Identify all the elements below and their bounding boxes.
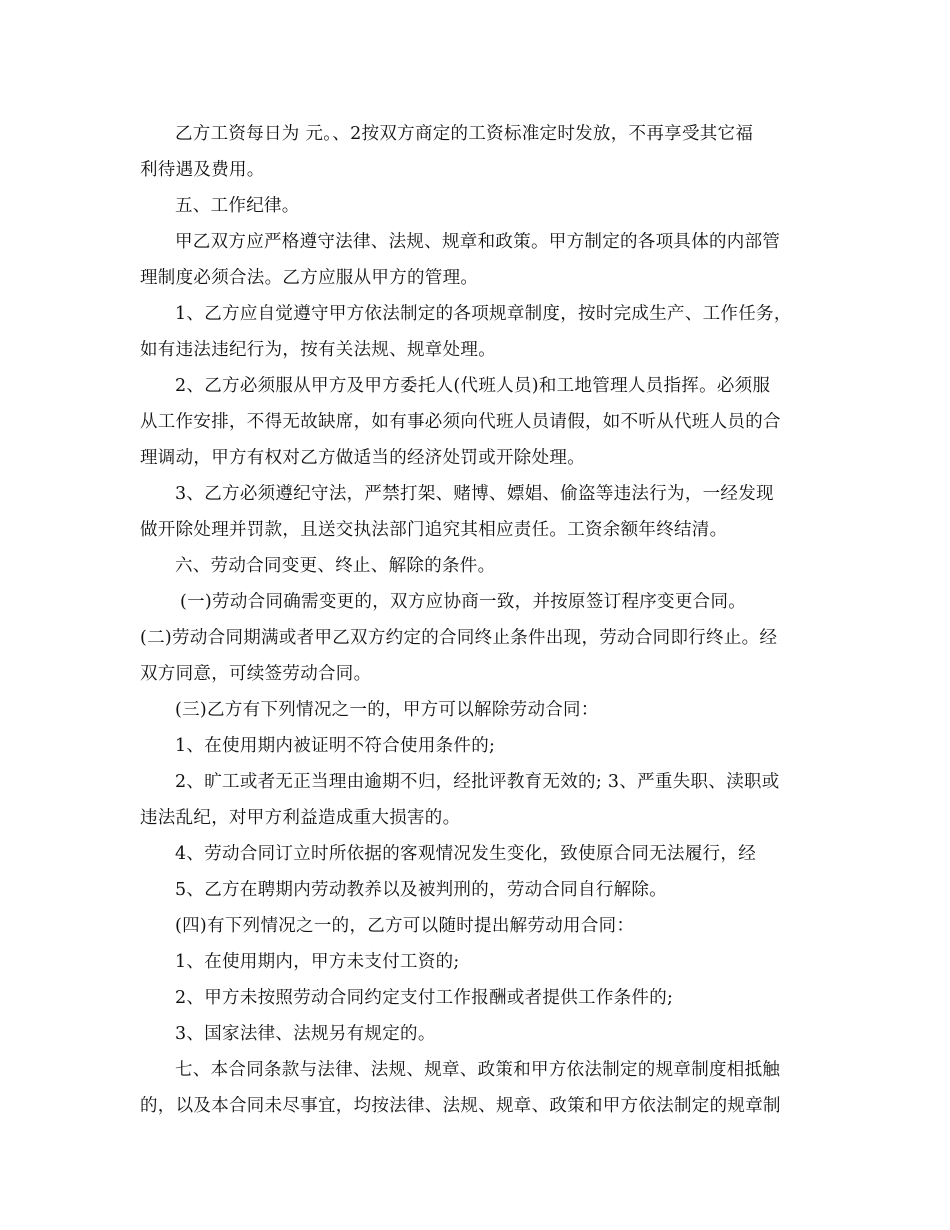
paragraph-line: 的，以及本合同未尽事宜，均按法律、法规、规章、政策和甲方依法制定的规章制 <box>140 1096 781 1116</box>
paragraph-line: 1、乙方应自觉遵守甲方依法制定的各项规章制度，按时完成生产、工作任务， <box>175 304 792 324</box>
paragraph-line: 违法乱纪，对甲方利益造成重大损害的。 <box>140 808 461 828</box>
paragraph-line: 理制度必须合法。乙方应服从甲方的管理。 <box>140 268 479 288</box>
paragraph-line: (一)劳动合同确需变更的，双方应协商一致，并按原签订程序变更合同。 <box>180 592 747 612</box>
paragraph-line: 双方同意，可续签劳动合同。 <box>140 664 372 684</box>
paragraph-line: (二)劳动合同期满或者甲乙双方约定的合同终止条件出现，劳动合同即行终止。经 <box>140 628 778 648</box>
paragraph-line: 做开除处理并罚款，且送交执法部门追究其相应责任。工资余额年终结清。 <box>140 520 728 540</box>
paragraph-line: 如有违法违纪行为，按有关法规、规章处理。 <box>140 340 496 360</box>
list-item: 1、在使用期内被证明不符合使用条件的; <box>175 736 496 756</box>
paragraph-line: 甲乙双方应严格遵守法律、法规、规章和政策。甲方制定的各项具体的内部管 <box>175 232 781 252</box>
paragraph-line: 理调动，甲方有权对乙方做适当的经济处罚或开除处理。 <box>140 448 585 468</box>
paragraph-line: (三)乙方有下列情况之一的，甲方可以解除劳动合同： <box>175 700 599 720</box>
list-item: 2、甲方未按照劳动合同约定支付工作报酬或者提供工作条件的; <box>175 988 674 1008</box>
section-heading: 五、工作纪律。 <box>175 196 300 216</box>
paragraph-line: 3、乙方必须遵纪守法，严禁打架、赌博、嫖娼、偷盗等违法行为，一经发现 <box>175 484 774 504</box>
paragraph-line: 乙方工资每日为 元。、2按双方商定的工资标准定时发放，不再享受其它福 <box>175 124 754 144</box>
list-item: 2、旷工或者无正当理由逾期不归，经批评教育无效的; 3、严重失职、渎职或 <box>175 772 780 792</box>
list-item: 5、乙方在聘期内劳动教养以及被判刑的，劳动合同自行解除。 <box>175 880 668 900</box>
list-item: 4、劳动合同订立时所依据的客观情况发生变化，致使原合同无法履行，经 <box>175 844 757 864</box>
paragraph-line: 2、乙方必须服从甲方及甲方委托人(代班人员)和工地管理人员指挥。必须服 <box>175 376 771 396</box>
paragraph-line: 从工作安排，不得无故缺席，如有事必须向代班人员请假，如不听从代班人员的合 <box>140 412 781 432</box>
section-heading: 七、本合同条款与法律、法规、规章、政策和甲方依法制定的规章制度相抵触 <box>175 1060 781 1080</box>
list-item: 3、国家法律、法规另有规定的。 <box>175 1024 436 1044</box>
list-item: 1、在使用期内，甲方未支付工资的; <box>175 952 460 972</box>
section-heading: 六、劳动合同变更、终止、解除的条件。 <box>175 556 496 576</box>
paragraph-line: (四)有下列情况之一的，乙方可以随时提出解劳动用合同： <box>175 916 635 936</box>
paragraph-line: 利待遇及费用。 <box>140 160 265 180</box>
